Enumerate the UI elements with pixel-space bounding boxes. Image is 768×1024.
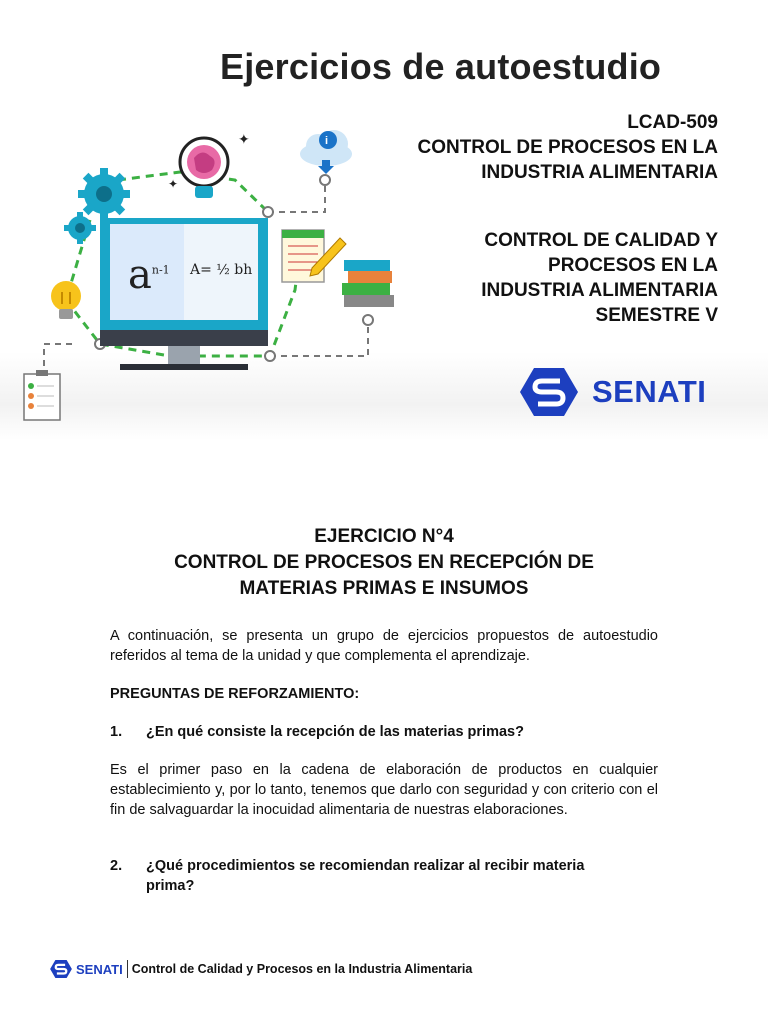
footer-logo-text: SENATI bbox=[76, 961, 123, 977]
senati-logo bbox=[520, 364, 720, 420]
svg-text:i: i bbox=[325, 135, 329, 147]
monitor-icon bbox=[100, 218, 268, 370]
footer-text: Control de Calidad y Procesos en la Industria Alimentaria bbox=[131, 962, 473, 976]
senati-emblem-icon bbox=[50, 960, 72, 978]
question-2 bbox=[110, 856, 658, 896]
banner-title: Ejercicios de autoestudio bbox=[220, 46, 662, 87]
info-cloud-icon bbox=[300, 130, 352, 174]
answer-1: Es el primer paso en la cadena de elaboración de productos en cualquier establecimiento y, por lo tanto, tenemos que darlo con seguridad y con criterio con el fin de salvaguardar la inocuidad alimentaria de nuestras elaboraciones. bbox=[110, 762, 658, 818]
exercise-title-line: MATERIAS PRIMAS E INSUMOS bbox=[239, 578, 529, 599]
formula-base: a bbox=[128, 252, 152, 298]
formula-right: A= ½ bh bbox=[190, 262, 253, 278]
course-code: LCAD-509 bbox=[627, 112, 718, 133]
program-line: INDUSTRIA ALIMENTARIA bbox=[481, 280, 718, 301]
question-number: 2. bbox=[110, 858, 123, 874]
checklist-icon bbox=[24, 370, 60, 420]
intro-paragraph: A continuación, se presenta un grupo de ejercicios propuestos de autoestudio referidos al tema de la unidad y que complementa el aprendizaje. bbox=[110, 628, 658, 664]
question-text: ¿En qué consiste la recepción de las materias primas? bbox=[146, 724, 524, 740]
section-title: PREGUNTAS DE REFORZAMIENTO: bbox=[110, 686, 360, 702]
page-footer bbox=[50, 958, 472, 980]
course-name-line: INDUSTRIA ALIMENTARIA bbox=[481, 162, 718, 183]
exercise-number: EJERCICIO N°4 bbox=[314, 526, 454, 547]
footer-divider bbox=[127, 960, 128, 978]
svg-text:✦: ✦ bbox=[168, 177, 179, 191]
formula-exponent: n-1 bbox=[151, 263, 170, 277]
question-text: ¿Qué procedimientos se recomiendan realizar al recibir materia prima? bbox=[146, 858, 585, 894]
svg-text:✦: ✦ bbox=[238, 131, 250, 147]
education-illustration bbox=[0, 120, 410, 440]
gear-icon bbox=[64, 212, 96, 244]
brain-lightbulb-icon bbox=[168, 131, 250, 198]
semester: SEMESTRE V bbox=[595, 305, 718, 326]
books-icon bbox=[342, 260, 394, 307]
footer-logo bbox=[50, 960, 123, 978]
program-line: CONTROL DE CALIDAD Y bbox=[484, 230, 718, 251]
course-info bbox=[417, 110, 718, 185]
senati-emblem-icon bbox=[520, 368, 578, 416]
exercise-heading bbox=[110, 524, 658, 602]
logo-text: SENATI bbox=[592, 374, 707, 409]
exercise-title-line: CONTROL DE PROCESOS EN RECEPCIÓN DE bbox=[174, 552, 594, 573]
program-line: PROCESOS EN LA bbox=[548, 255, 718, 276]
gear-icon bbox=[78, 168, 130, 220]
question-number: 1. bbox=[110, 724, 123, 740]
course-name-line: CONTROL DE PROCESOS EN LA bbox=[417, 137, 718, 158]
formula-left bbox=[128, 252, 170, 298]
question-1 bbox=[110, 722, 658, 742]
program-info bbox=[481, 228, 718, 328]
notepad-pencil-icon bbox=[282, 230, 346, 282]
